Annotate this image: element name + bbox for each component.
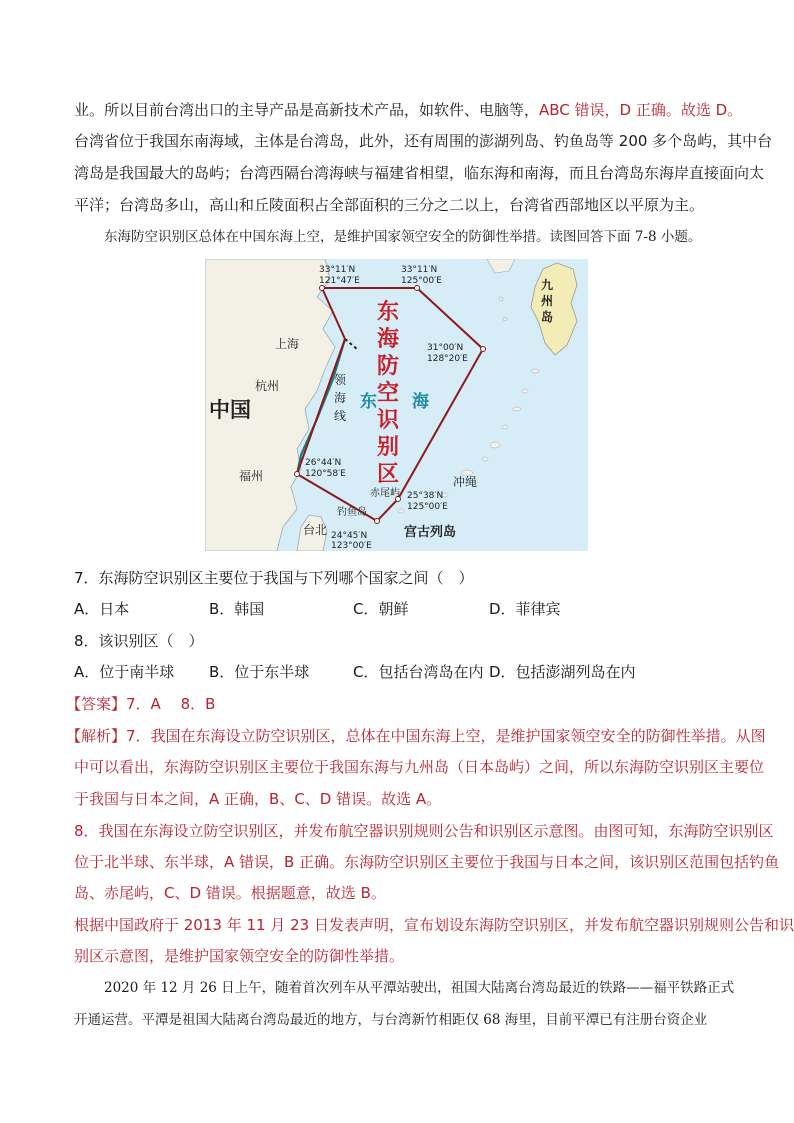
analysis-text: 7．我国在东海设立防空识别区，总体在中国东海上空，是维护国家领空安全的防御性举措。从图 (126, 727, 766, 745)
coord-p1 (319, 265, 360, 287)
analysis-text: 位于北半球、东半球， (74, 853, 225, 871)
coord-lat: 31°00′N (427, 343, 464, 353)
analysis-text: A 错误，B 正确。 (224, 853, 345, 871)
text-line: 湾岛是我国最大的岛屿；台湾西隔台湾海峡与福建省相望，临东海和南海，而且台湾岛东海岸直接面向太 (74, 164, 765, 182)
label-char: 海 (334, 391, 347, 405)
analysis-line (74, 821, 774, 841)
q7-option-b: B．韩国 (209, 600, 265, 618)
q8-stem: 8．该识别区（ ） (74, 632, 204, 650)
zone-title (373, 299, 403, 488)
label-char: 线 (334, 409, 347, 423)
zone-title-char: 防 (376, 354, 399, 379)
label-char: 领 (334, 373, 347, 387)
analysis-text: 东海防空识别区主要位于我国与日本之间，该识别区范围包括钓鱼 (344, 853, 780, 871)
analysis-line: 别区示意图，是维护国家领空安全的防御性举措。 (74, 947, 405, 965)
miyako-label: 宫古列岛 (404, 525, 457, 540)
analysis-line: 根据中国政府于 2013 年 11 月 23 日发表声明，宣布划设东海防空识别区，并发布航空器识别规则公告和识 (74, 916, 794, 934)
coord-p6 (305, 458, 346, 480)
coord-lat: 24°45′N (331, 531, 368, 541)
answer-line (66, 694, 215, 714)
analysis-text: 于我国与日本之间， (74, 790, 210, 808)
q7-stem: 7．东海防空识别区主要位于我国与下列哪个国家之间（ ） (74, 569, 474, 587)
q8-option-d: D．包括澎湖列岛在内 (489, 663, 636, 681)
zone-title-char: 别 (376, 435, 399, 460)
coord-lon: 125°00′E (407, 502, 448, 512)
coord-lat: 33°11′N (319, 265, 356, 275)
zone-title-char: 区 (376, 462, 399, 487)
text-line: 台湾省位于我国东南海域，主体是台湾岛，此外，还有周围的澎湖列岛、钓鱼岛等 200 多个岛屿，其中台 (74, 132, 773, 150)
q7-option-a: A．日本 (74, 600, 130, 618)
analysis-text: 8． (74, 822, 99, 840)
analysis-tag: 【解析】 (66, 727, 127, 745)
analysis-line: 中可以看出，东海防空识别区主要位于我国东海与九州岛（日本岛屿）之间，所以东海防空识别区主要位 (74, 758, 765, 776)
zone-title-char: 识 (376, 408, 399, 433)
bottom-text-line: 开通运营。平潭是祖国大陆离台湾岛最近的地方，与台湾新竹相距仅 68 海里，目前平潭已有注册台资企业 (74, 1012, 708, 1028)
q8-option-c: C．包括台湾岛在内 (353, 663, 484, 681)
analysis-line (66, 726, 766, 746)
okinawa-label: 冲绳 (453, 475, 478, 489)
coord-lat: 25°38′N (407, 491, 444, 501)
coord-lat: 33°11′N (401, 265, 438, 275)
diaoyu-label: 钓鱼岛 (337, 507, 367, 518)
q8-option-a: A．位于南半球 (74, 663, 175, 681)
kyushu-label (541, 277, 553, 325)
coord-lon: 120°58′E (305, 469, 346, 479)
east-china-sea-adiz-map (205, 259, 588, 551)
analysis-line (74, 883, 386, 903)
bottom-text-line: 2020 年 12 月 26 日上午，随着首次列车从平潭站驶出，祖国大陆离台湾岛最近的铁路——福平铁路正式 (104, 980, 735, 996)
coord-lon: 125°00′E (401, 276, 442, 286)
analysis-text: 岛、赤尾屿， (74, 884, 165, 902)
chiwei-label: 赤尾屿 (370, 488, 400, 499)
city-fuzhou: 福州 (239, 469, 264, 483)
q8-option-b: B．位于东半球 (209, 663, 310, 681)
sea-label-left: 东 (360, 392, 377, 412)
label-char: 九 (541, 278, 554, 292)
label-char: 岛 (541, 310, 554, 324)
text-line: 平洋；台湾岛多山，高山和丘陵面积占全部面积的三分之二以上，台湾省西部地区以平原为主。 (74, 196, 705, 214)
analysis-text: A 正确，B、C、D 错误。故选 A。 (209, 790, 442, 808)
q7-option-c: C．朝鲜 (353, 600, 409, 618)
country-label: 中国 (209, 398, 251, 422)
intro-text: 东海防空识别区总体在中国东海上空，是维护国家领空安全的防御性举措。读图回答下面 7-8 小题。 (104, 229, 702, 245)
highlight-text: ABC 错误，D 正确。故选 D。 (539, 101, 743, 119)
coord-lon: 128°20′E (427, 354, 468, 364)
answer-text: 7．A 8．B (126, 695, 216, 713)
analysis-text: 我国在东海设立防空识别区，并发布航空器识别规则公告和识别区示意图。由图可知，东海防空识别区 (98, 822, 774, 840)
zone-title-char: 东 (376, 300, 399, 325)
zone-title-char: 海 (376, 327, 399, 352)
zone-title-char: 空 (376, 381, 399, 406)
city-shanghai: 上海 (275, 337, 300, 351)
analysis-line (74, 852, 779, 872)
coord-p3 (427, 343, 468, 365)
q7-option-d: D．菲律宾 (489, 600, 561, 618)
territorial-line-label (334, 371, 346, 425)
label-char: 州 (541, 294, 554, 308)
coord-p5 (331, 531, 372, 551)
text-line (74, 100, 742, 120)
coord-p4 (407, 491, 448, 513)
city-taibei: 台北 (303, 523, 328, 537)
analysis-text: C、D 错误。根据题意，故选 B。 (164, 884, 386, 902)
analysis-line (74, 789, 441, 809)
sea-label-right: 海 (412, 392, 429, 412)
coord-p2 (401, 265, 442, 287)
coord-lat: 26°44′N (305, 458, 342, 468)
coord-lon: 121°47′E (319, 276, 360, 286)
coord-lon: 123°00′E (331, 541, 372, 551)
city-hangzhou: 杭州 (255, 379, 280, 393)
text-span: 业。所以目前台湾出口的主导产品是高新技术产品，如软件、电脑等， (74, 101, 540, 119)
answer-tag: 【答案】 (66, 695, 127, 713)
